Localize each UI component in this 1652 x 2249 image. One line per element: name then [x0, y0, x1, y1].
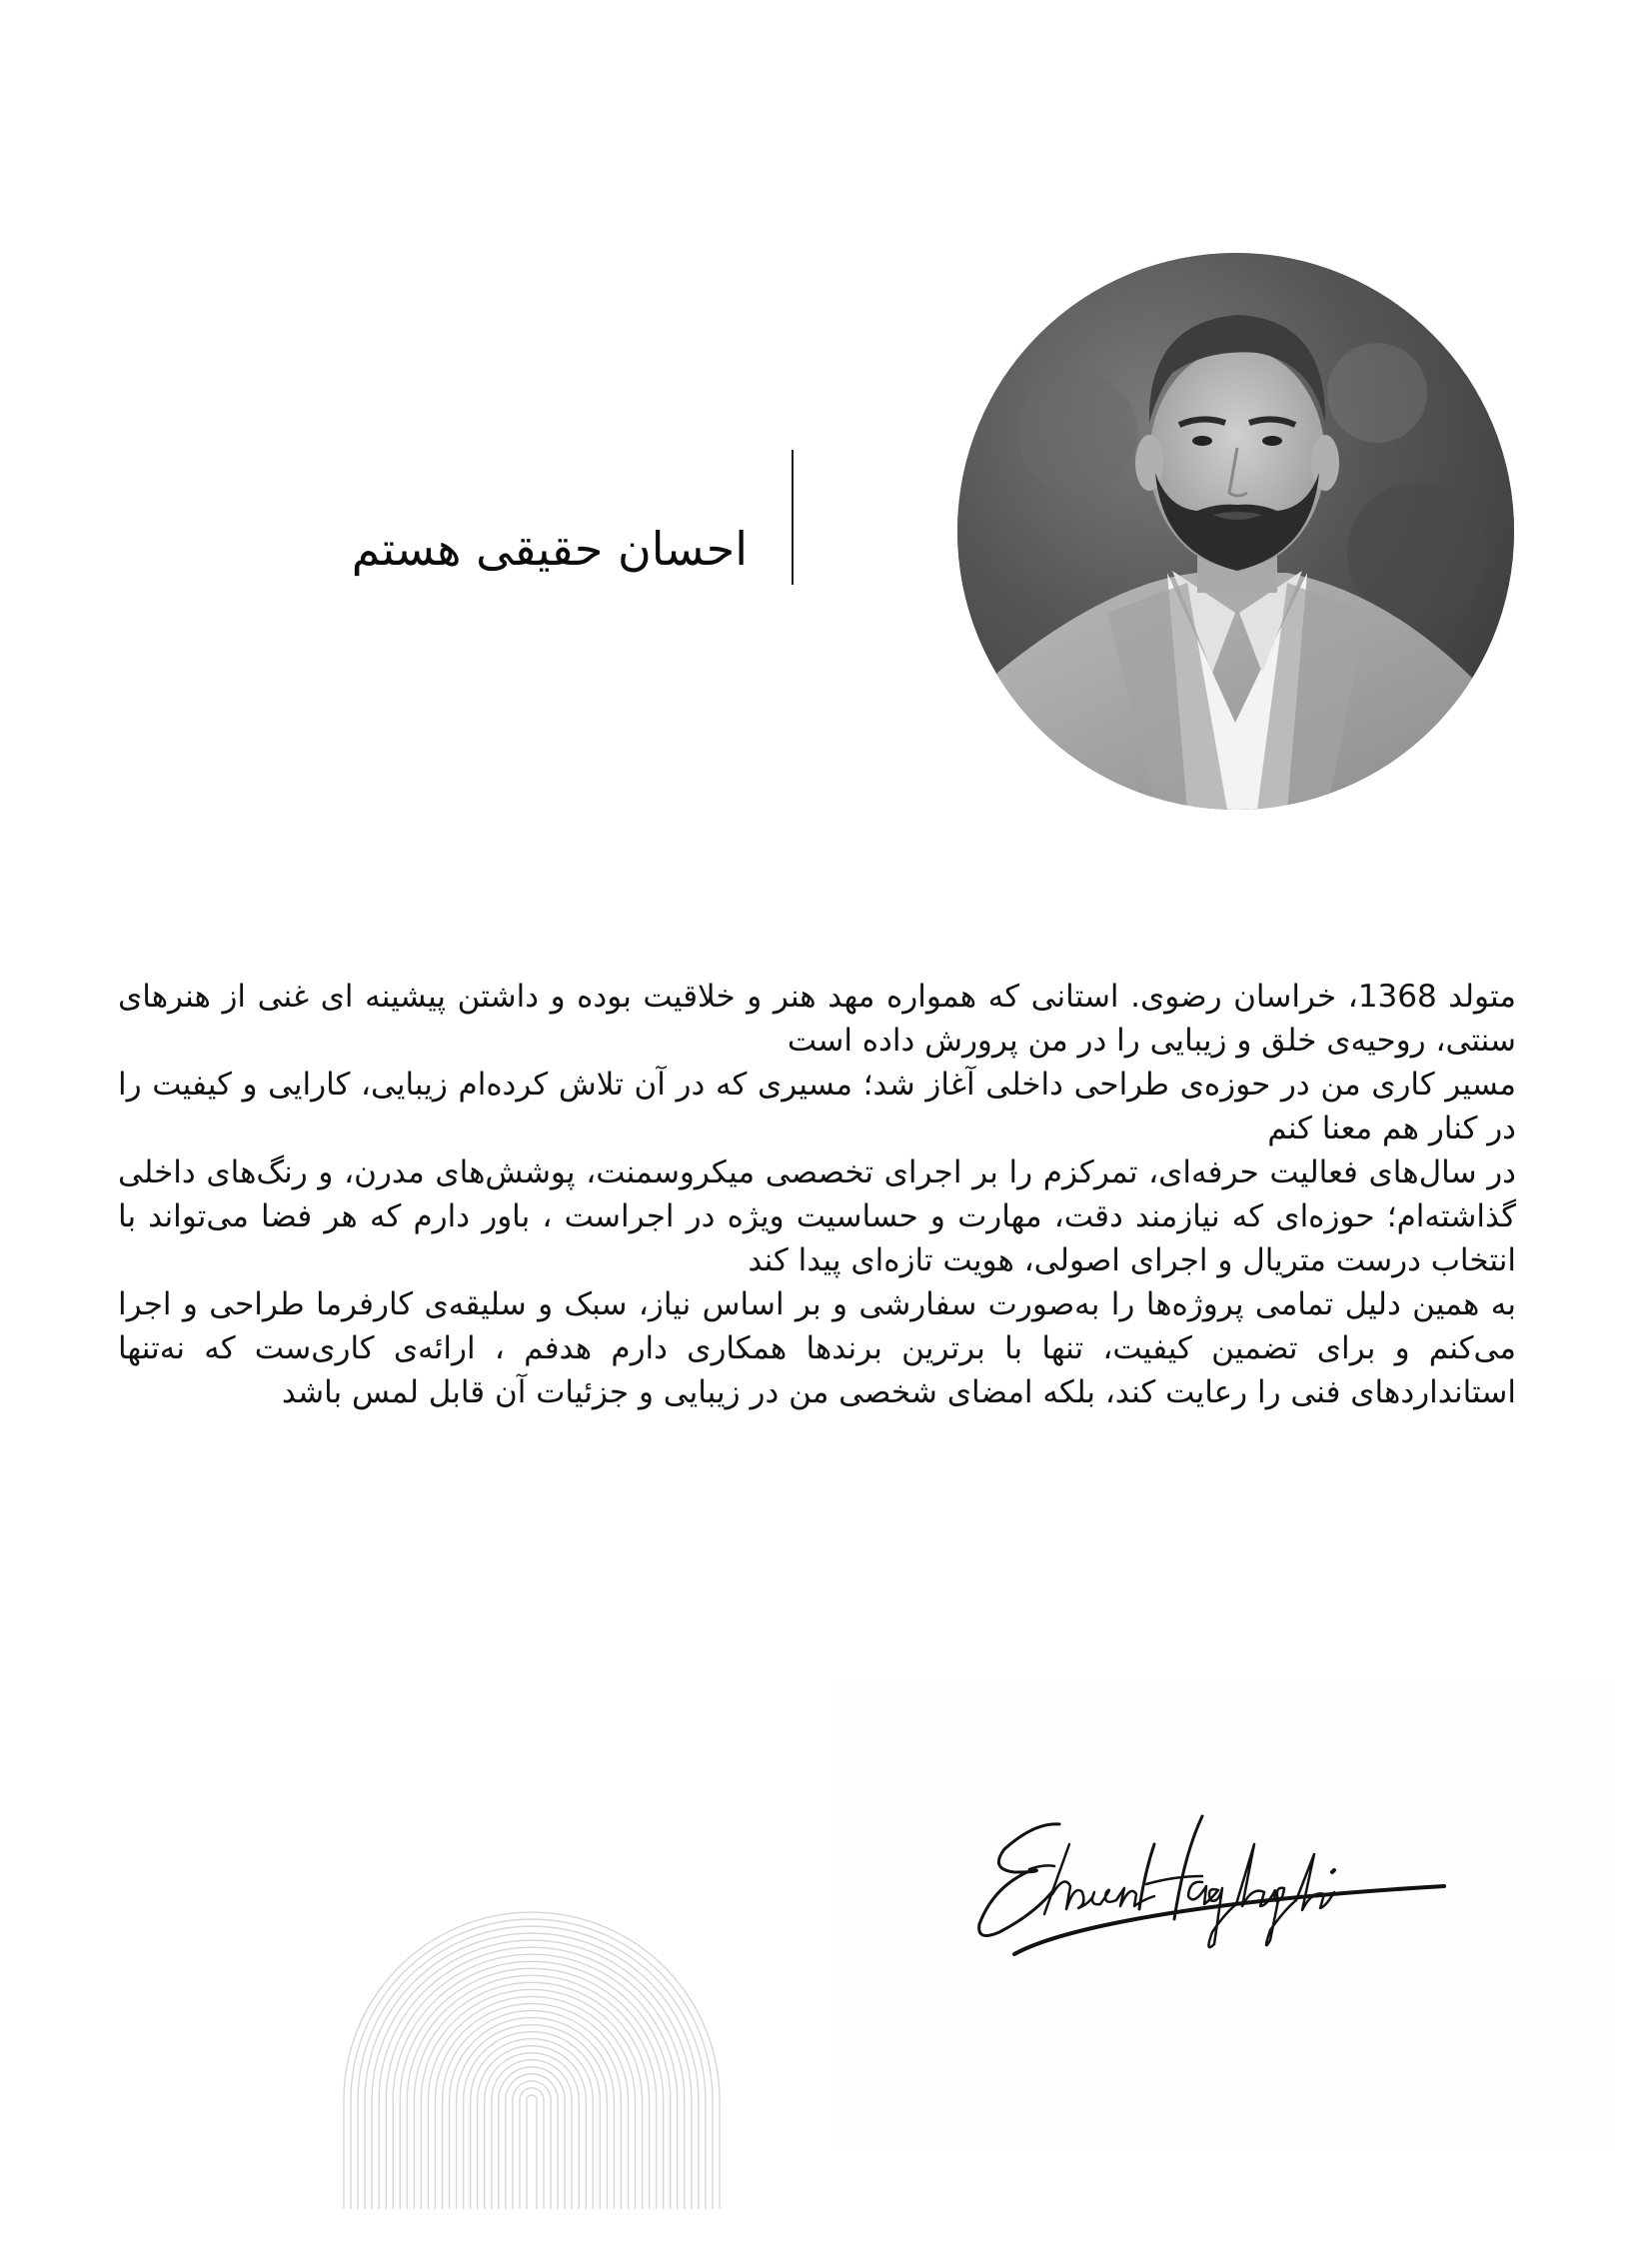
arch-pattern	[340, 1904, 724, 2214]
arch-line	[421, 1989, 642, 2209]
decorative-arch	[340, 1904, 724, 2214]
bio-paragraph-origin: متولد 1368، خراسان رضوی. استانی که همواره مهد هنر و خلاقیت بوده و داشتن پیشینه ای غنی از هنرهای سنتی، روحیه‌ی خلق و زیبایی را در من پرورش داده است	[118, 979, 1517, 1059]
bio-paragraph-career: مسیر کاری من در حوزه‌ی طراحی داخلی آغاز شد؛ مسیری که در آن تلاش کرده‌ام زیبایی، کارایی و کیفیت را در کنار هم معنا کنم	[118, 1067, 1516, 1146]
arch-line	[400, 1968, 663, 2209]
arch-line	[365, 1933, 699, 2209]
portrait-illustration	[957, 253, 1514, 810]
arch-line	[478, 2046, 587, 2209]
arch-line	[520, 2088, 544, 2209]
arch-line	[443, 2011, 622, 2209]
page-title: احسان حقیقی هستم	[351, 521, 748, 576]
arch-line	[471, 2039, 594, 2209]
signature	[974, 1814, 1494, 1964]
arch-line	[436, 2004, 629, 2209]
bio-paragraph-specialty: در سال‌های فعالیت حرفه‌ای، تمرکزم را بر اجرای تخصصی میکروسمنت، پوشش‌های مدرن، و رنگ‌های داخلی گذاشته‌ام؛ حوزه‌ای که نیازمند دقت، مهارت و حساسیت ویژه در اجراست ، باور دارم که هر فضا می‌تواند با انتخاب درست متریال و اجرای اصولی، هویت تازه‌ای پیدا کند	[118, 1154, 1516, 1278]
bio-paragraph-approach: به همین دلیل تمامی پروژه‌ها را به‌صورت سفارشی و بر اساس نیاز، سبک و سلیقه‌ی کارفرما طراحی و اجرا می‌کنم و برای تضمین کیفیت، تنها با برترین برندها همکاری دارم هدفم ، ارائه‌ی کاری‌ست که نه‌تنها استانداردهای فنی را رعایت کند، بلکه امضای شخصی من در زیبایی و جزئیات آن قابل لمس باشد	[118, 1286, 1516, 1410]
arch-line	[428, 1996, 635, 2209]
arch-line	[527, 2095, 537, 2209]
bio-text	[118, 975, 1516, 1414]
heading-divider	[792, 450, 794, 585]
signature-image	[974, 1814, 1494, 1964]
arch-line	[513, 2081, 551, 2209]
portrait-photo	[957, 253, 1514, 810]
arch-line	[379, 1947, 685, 2209]
